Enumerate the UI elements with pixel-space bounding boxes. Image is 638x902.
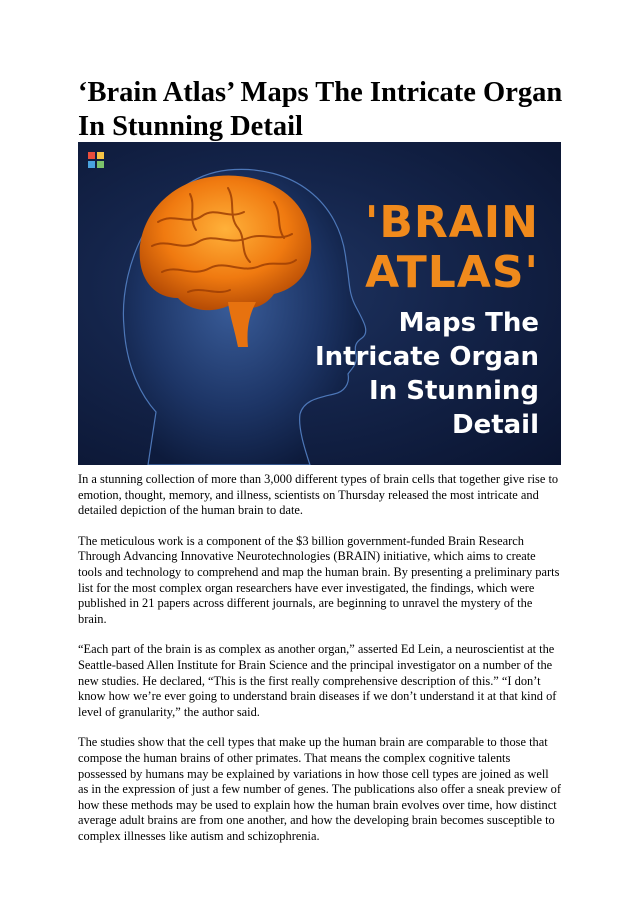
hero-headline-line-2: ATLAS' (365, 247, 539, 298)
paragraph: The meticulous work is a component of the $3 billion government-funded Brain Research Through Advancing Innovative Neurotechnologies (BRAIN) initiative, which aims to create tools and technology to comprehend and map the human brain. By presenting a preliminary parts list for the most complex organ researchers have ever investigated, the findings, which were published in 21 papers across different journals, are beginning to unravel the mystery of the brain. (78, 533, 560, 626)
paragraph: “Each part of the brain is as complex as another organ,” asserted Ed Lein, a neuroscientist at the Seattle-based Allen Institute for Brain Science and the principal investigator on a number of the new studies. He declared, “This is the first really comprehensive description of this.” “I don’t know how we’re ever going to understand brain diseases if we don’t understand it at that kind of level of granularity,” the author said. (78, 642, 557, 719)
hero-subline-4: Detail (451, 410, 539, 440)
hero-headline-line-1: 'BRAIN (364, 197, 539, 248)
article-title-line-2: In Stunning Detail (78, 111, 303, 142)
article-title-line-1: ‘Brain Atlas’ Maps The Intricate Organ (78, 77, 563, 108)
hero-subline-1: Maps The (398, 308, 539, 338)
brand-logo-icon (88, 152, 104, 168)
paragraph: In a stunning collection of more than 3,000 different types of brain cells that together give rise to emotion, thought, memory, and illness, scientists on Thursday released the most intricate and detailed depiction of the human brain to date. (78, 472, 559, 518)
article-body (78, 472, 562, 859)
hero-subline-3: In Stunning (369, 376, 539, 406)
paragraph: The studies show that the cell types that make up the human brain are comparable to those that compose the human brains of other primates. That means the complex cognitive talents possessed by humans may be explained by variations in how those cell types are joined as well as in the expression of just a few number of genes. The publications also offer a sneak preview of how these methods may be used to explain how the human brain evolves over time, how distinct average adult brains are from one another, and how the developing brain becomes susceptible to complex illnesses like autism and schizophrenia. (78, 735, 561, 843)
article-title (78, 76, 578, 144)
hero-headline (315, 198, 539, 442)
hero-subline-2: Intricate Organ (314, 342, 539, 372)
hero-image (78, 142, 561, 465)
